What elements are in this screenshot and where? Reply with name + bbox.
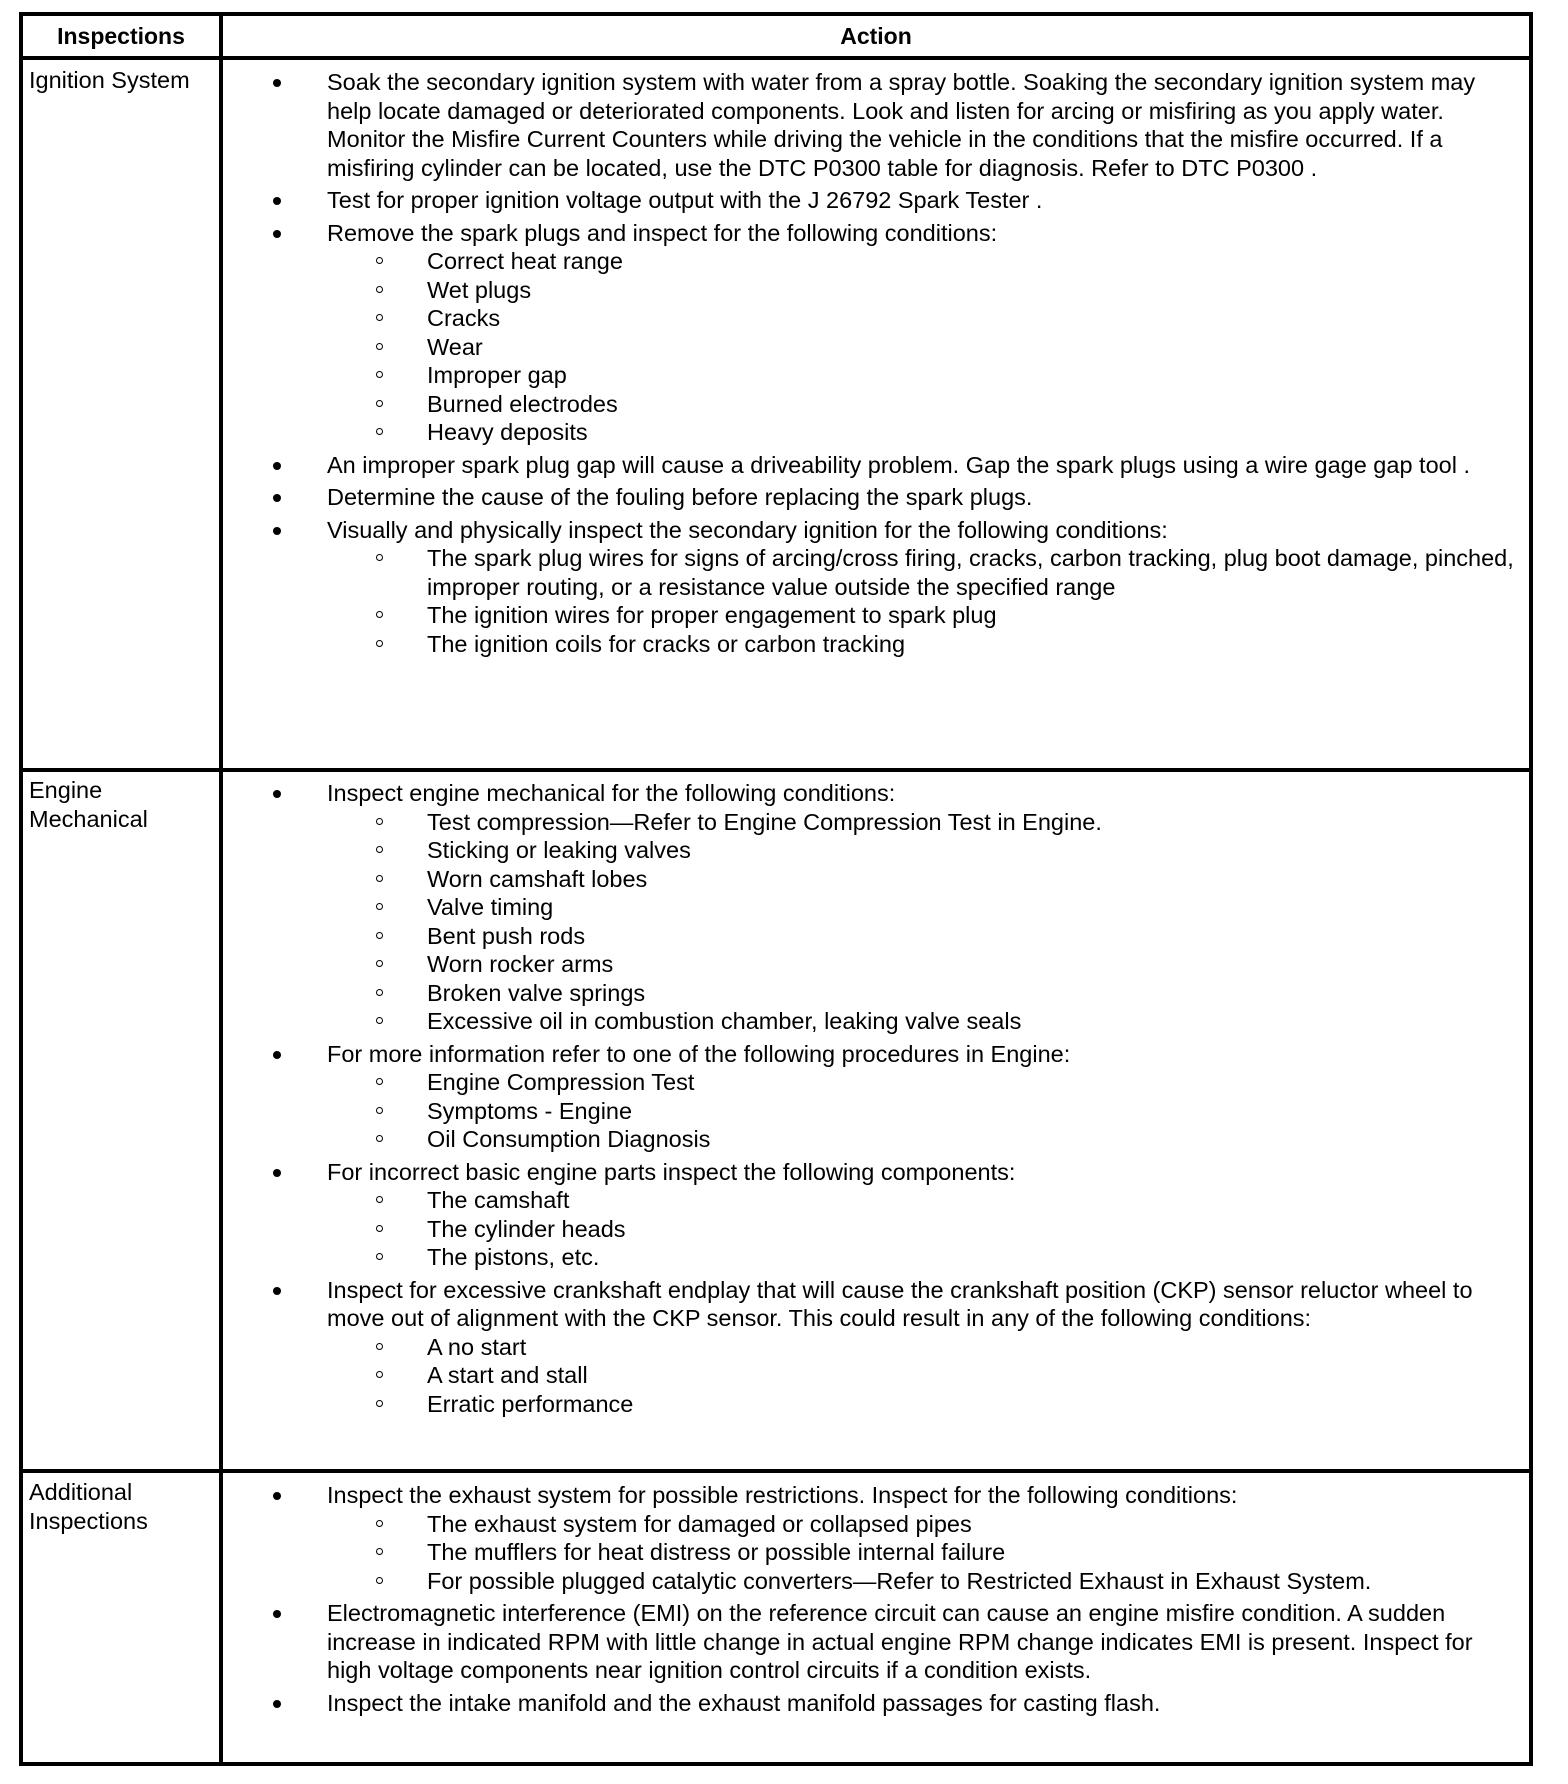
sub-list <box>327 544 1521 658</box>
bullet-icon <box>273 197 281 205</box>
sub-item-text: Broken valve springs <box>427 979 646 1006</box>
bullet-icon <box>273 1492 281 1500</box>
action-text: Inspect for excessive crankshaft endplay that will cause the crankshaft position (CKP) sensor reluctor wheel to move out of alignment with the CKP sensor. This could result in any of the following conditions: <box>327 1276 1473 1331</box>
sub-item <box>327 1390 1521 1419</box>
sub-list <box>327 1186 1521 1272</box>
bullet-icon <box>273 230 281 238</box>
sub-item <box>327 1510 1521 1539</box>
action-item <box>223 516 1529 659</box>
sub-item <box>327 1186 1521 1215</box>
action-text: For incorrect basic engine parts inspect the following components: <box>327 1158 1016 1185</box>
circle-bullet-icon <box>376 1371 383 1378</box>
action-text: Visually and physically inspect the secondary ignition for the following conditions: <box>327 516 1168 543</box>
sub-item <box>327 1538 1521 1567</box>
circle-bullet-icon <box>376 1078 383 1085</box>
action-item <box>223 68 1529 182</box>
sub-item-text: Symptoms - Engine <box>427 1097 633 1124</box>
circle-bullet-icon <box>376 640 383 647</box>
action-text: Inspect the exhaust system for possible restrictions. Inspect for the following conditions: <box>327 1482 1238 1508</box>
circle-bullet-icon <box>376 1548 383 1555</box>
sub-item <box>327 893 1521 922</box>
sub-item-text: The ignition coils for cracks or carbon tracking <box>427 630 906 657</box>
circle-bullet-icon <box>376 1343 383 1350</box>
row-divider-1 <box>23 768 1529 772</box>
sub-item <box>327 1007 1521 1036</box>
bullet-icon <box>273 1051 281 1059</box>
action-item <box>223 451 1529 480</box>
sub-item-text: The camshaft <box>427 1187 570 1213</box>
action-text: An improper spark plug gap will cause a driveability problem. Gap the spark plugs using a wire gage gap tool . <box>327 451 1470 478</box>
sub-list <box>327 808 1521 1036</box>
sub-list <box>327 1510 1521 1596</box>
bullet-icon <box>273 79 281 87</box>
bullet-icon <box>273 790 281 798</box>
sub-item-text: The exhaust system for damaged or collapsed pipes <box>427 1510 972 1537</box>
sub-item <box>327 950 1521 979</box>
sub-item <box>327 1125 1521 1154</box>
sub-item <box>327 1333 1521 1362</box>
sub-item-text: Worn camshaft lobes <box>427 865 648 892</box>
bullet-icon <box>273 1287 281 1295</box>
sub-item <box>327 333 1521 362</box>
sub-item-text: Oil Consumption Diagnosis <box>427 1126 711 1152</box>
action-item <box>223 1599 1529 1685</box>
sub-item-text: The mufflers for heat distress or possible internal failure <box>427 1539 1006 1565</box>
sub-item <box>327 808 1521 837</box>
bullet-icon <box>273 494 281 502</box>
action-text: Inspect engine mechanical for the following conditions: <box>327 780 896 806</box>
sub-item <box>327 361 1521 390</box>
inspection-table <box>19 12 1533 1766</box>
action-list <box>223 779 1529 1418</box>
circle-bullet-icon <box>376 1577 383 1584</box>
action-cell <box>223 779 1529 1422</box>
action-text: Test for proper ignition voltage output with the J 26792 Spark Tester . <box>327 187 1043 213</box>
action-cell <box>223 68 1529 662</box>
action-item <box>223 219 1529 447</box>
sub-item <box>327 1097 1521 1126</box>
sub-item <box>327 979 1521 1008</box>
sub-item-text: The ignition wires for proper engagement to spark plug <box>427 602 997 628</box>
action-list <box>223 68 1529 658</box>
circle-bullet-icon <box>376 875 383 882</box>
sub-item <box>327 1243 1521 1272</box>
row-divider-2 <box>23 1469 1529 1473</box>
sub-item-text: Worn rocker arms <box>427 951 614 977</box>
sub-item <box>327 544 1521 601</box>
bullet-icon <box>273 527 281 535</box>
bullet-icon <box>273 462 281 470</box>
sub-item-text: Bent push rods <box>427 922 586 949</box>
circle-bullet-icon <box>376 1107 383 1114</box>
action-item <box>223 1158 1529 1272</box>
circle-bullet-icon <box>376 314 383 321</box>
circle-bullet-icon <box>376 1135 383 1142</box>
circle-bullet-icon <box>376 554 383 561</box>
circle-bullet-icon <box>376 257 383 264</box>
circle-bullet-icon <box>376 1400 383 1407</box>
sub-item <box>327 1068 1521 1097</box>
sub-item <box>327 836 1521 865</box>
action-text: Inspect the intake manifold and the exhaust manifold passages for casting flash. <box>327 1689 1161 1716</box>
action-item <box>223 1689 1529 1718</box>
sub-item <box>327 276 1521 305</box>
category-additional-inspections: Additional Inspections <box>29 1479 148 1534</box>
action-item <box>223 1276 1529 1419</box>
action-item <box>223 779 1529 1036</box>
action-item <box>223 1481 1529 1595</box>
circle-bullet-icon <box>376 1196 383 1203</box>
sub-item <box>327 390 1521 419</box>
sub-item <box>327 1567 1521 1596</box>
sub-list <box>327 247 1521 447</box>
sub-item <box>327 247 1521 276</box>
circle-bullet-icon <box>376 1253 383 1260</box>
sub-item-text: Erratic performance <box>427 1390 634 1417</box>
circle-bullet-icon <box>376 611 383 618</box>
bullet-icon <box>273 1700 281 1708</box>
circle-bullet-icon <box>376 818 383 825</box>
sub-item-text: The pistons, etc. <box>427 1244 600 1270</box>
action-cell <box>223 1481 1529 1721</box>
bullet-icon <box>273 1610 281 1618</box>
sub-item-text: Engine Compression Test <box>427 1069 695 1095</box>
sub-item <box>327 922 1521 951</box>
sub-item <box>327 1361 1521 1390</box>
action-text: For more information refer to one of the following procedures in Engine: <box>327 1040 1071 1067</box>
sub-item-text: Correct heat range <box>427 248 623 274</box>
circle-bullet-icon <box>376 1520 383 1527</box>
sub-item <box>327 865 1521 894</box>
sub-list <box>327 1333 1521 1419</box>
header-inspections: Inspections <box>57 23 185 49</box>
circle-bullet-icon <box>376 846 383 853</box>
sub-item-text: A start and stall <box>427 1362 588 1388</box>
sub-item-text: Test compression—Refer to Engine Compression Test in Engine. <box>427 808 1102 835</box>
action-text: Determine the cause of the fouling before replacing the spark plugs. <box>327 484 1033 510</box>
sub-item-text: A no start <box>427 1333 527 1360</box>
action-item <box>223 186 1529 215</box>
circle-bullet-icon <box>376 932 383 939</box>
sub-item <box>327 601 1521 630</box>
sub-item-text: Sticking or leaking valves <box>427 837 691 863</box>
action-text: Electromagnetic interference (EMI) on the reference circuit can cause an engine misfire condition. A sudden increase in indicated RPM with little change in actual engine RPM change indicates EMI is present. Inspect for high voltage components near ignition control circuits if a condition exists. <box>327 1600 1473 1683</box>
sub-item-text: The spark plug wires for signs of arcing/cross firing, cracks, carbon tracking, plug boot damage, pinched, improper routing, or a resistance value outside the specified range <box>427 545 1514 600</box>
sub-item-text: Burned electrodes <box>427 390 618 417</box>
sub-item-text: The cylinder heads <box>427 1215 626 1242</box>
sub-item <box>327 1215 1521 1244</box>
circle-bullet-icon <box>376 1225 383 1232</box>
sub-item-text: Excessive oil in combustion chamber, leaking valve seals <box>427 1008 1022 1034</box>
sub-item <box>327 630 1521 659</box>
sub-item-text: Wear <box>427 333 483 360</box>
action-text: Soak the secondary ignition system with water from a spray bottle. Soaking the secondary ignition system may help locate damaged or deteriorated components. Look and listen for arcing or misfiring as you apply water. Monitor the Misfire Current Counters while driving the vehicle in the conditions that the misfire occurred. If a misfiring cylinder can be located, use the DTC P0300 table for diagnosis. Refer to DTC P0300 . <box>327 69 1476 181</box>
sub-item-text: For possible plugged catalytic converters—Refer to Restricted Exhaust in Exhaust System. <box>427 1567 1372 1594</box>
category-engine-mechanical: Engine Mechanical <box>29 777 148 832</box>
header-action: Action <box>840 23 912 49</box>
action-list <box>223 1481 1529 1717</box>
circle-bullet-icon <box>376 343 383 350</box>
sub-item-text: Valve timing <box>427 894 554 920</box>
circle-bullet-icon <box>376 428 383 435</box>
action-text: Remove the spark plugs and inspect for the following conditions: <box>327 219 998 246</box>
circle-bullet-icon <box>376 960 383 967</box>
action-item <box>223 483 1529 512</box>
sub-item-text: Heavy deposits <box>427 419 588 445</box>
circle-bullet-icon <box>376 400 383 407</box>
circle-bullet-icon <box>376 1017 383 1024</box>
sub-item <box>327 304 1521 333</box>
circle-bullet-icon <box>376 286 383 293</box>
circle-bullet-icon <box>376 989 383 996</box>
circle-bullet-icon <box>376 371 383 378</box>
sub-item-text: Improper gap <box>427 362 567 388</box>
sub-list <box>327 1068 1521 1154</box>
bullet-icon <box>273 1169 281 1177</box>
header-divider <box>23 56 1529 60</box>
sub-item-text: Wet plugs <box>427 276 532 303</box>
action-item <box>223 1040 1529 1154</box>
sub-item <box>327 418 1521 447</box>
category-ignition-system: Ignition System <box>29 67 190 93</box>
sub-item-text: Cracks <box>427 305 501 331</box>
circle-bullet-icon <box>376 903 383 910</box>
